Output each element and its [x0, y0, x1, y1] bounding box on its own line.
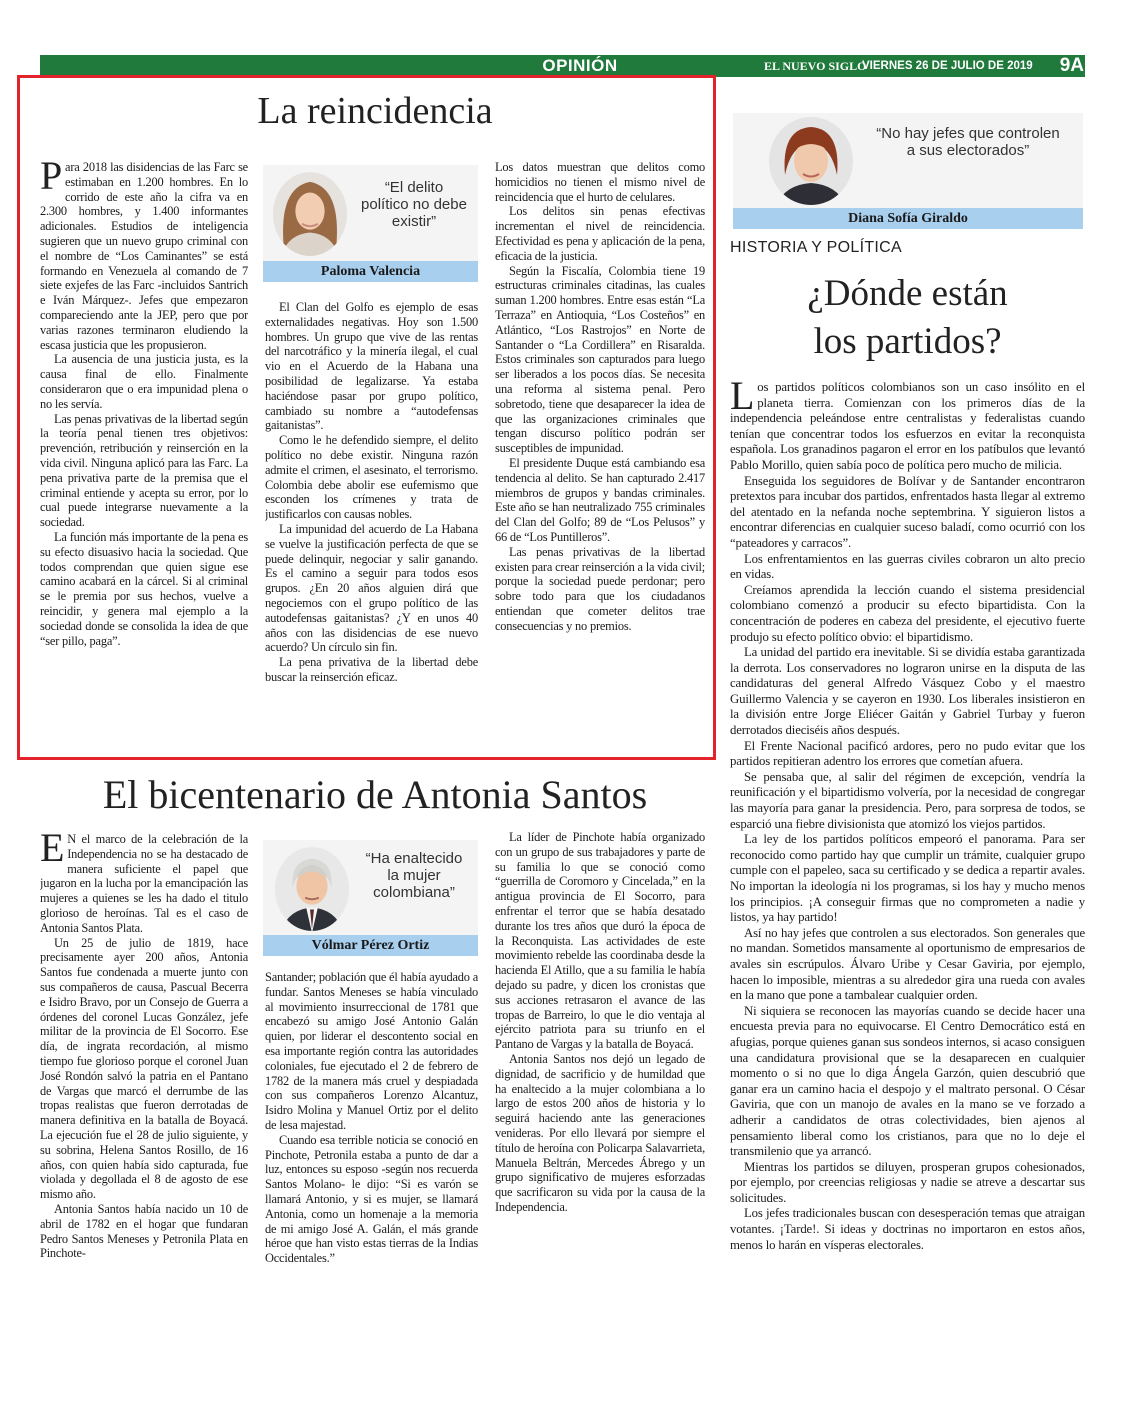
- paragraph: Cuando esa terrible noticia se conoció en Pinchote, Petronila estaba a punto de dar a luz, entonces su esposo -según nos recuerda Santos Molano- le dijo: “Si es varón se llamará Antonio, y si es mujer, se llamará Antonia, como un homenaje a la memoria de mi amigo José A. Galán, el más grande héroe que han visto estas tierras de la Indias Occidentales.”: [265, 1132, 478, 1266]
- article-title-reincidencia: La reincidencia: [257, 90, 493, 132]
- portrait-woman-short-hair-icon: [767, 115, 855, 207]
- paragraph: Antonia Santos había nacido un 10 de abril de 1782 en el hogar que fundaran Pedro Santos Meneses y Petronila Plata en Pinchote-: [40, 1201, 248, 1261]
- paragraph: Las penas privativas de la libertad según la teoría penal tienen tres objetivos: prevención, retribución y reinserción en la vida civil. Ninguna aplicó para las Farc. La pena privativa parte de la premisa que el criminal entiende y acepta su error, por lo cual puede integrarse nuevamente a la sociedad.: [40, 411, 248, 530]
- pull-quote: “El delito político no debe existir”: [361, 179, 467, 230]
- paragraph: Los jefes tradicionales buscan con desesperación temas que atraigan votantes. ¡Tarde!. Si ideas y doctrinas no importaron en estos años, menos lo harán en vísperas electorales.: [730, 1206, 1085, 1252]
- issue-date: VIERNES 26 DE JULIO DE 2019: [862, 60, 1033, 72]
- paragraph: EN el marco de la celebración de la Independencia no se ha destacado de manera suficiente el papel que jugaron en la lucha por la emancipación las mujeres a quienes se les ha dado el titulo glorioso de heroínas. Tal es el caso de Antonia Santos Plata.: [40, 832, 248, 935]
- article1-column-1: [40, 160, 248, 742]
- paragraph: El presidente Duque está cambiando esa tendencia al delito. Se han capturado 2.417 miembros de grupos y bandas criminales. Este año se han neutralizado 755 criminales del Clan del Golfo; 89 de “Los Pelusos” y 66 de “Los Puntilleros”.: [495, 455, 705, 544]
- paragraph: El Frente Nacional pacificó ardores, pero no pudo evitar que los partidos repitieran adentro los errores que cometían afuera.: [730, 738, 1085, 769]
- article1-column-3: [495, 160, 705, 742]
- paragraph: Creíamos aprendida la lección cuando el sistema presidencial colombiano comenzó a producir su efecto bipartidista. Con la concentración de poderes en cabeza del presidente, el ejecutivo fuerte produjo su efecto político obvio: el bipartidismo.: [730, 582, 1085, 644]
- author-box-volmar-perez-ortiz: [263, 840, 478, 956]
- portrait-man-icon: [273, 844, 351, 934]
- newspaper-name: EL NUEVO SIGLO: [764, 59, 867, 73]
- article1-column-2: [265, 300, 478, 742]
- paragraph: La impunidad del acuerdo de La Habana se vuelve la justificación perfecta de que se puede delinquir, negociar y salir ganando. Es el camino a seguir para todos esos grupos. ¿En 20 años alguien dirá que negociemos con el grupo político de las autodefensas gaitanistas? ¿Y en unos 40 años con las disidencias de ese nuevo acuerdo? Un círculo sin fin.: [265, 521, 478, 655]
- author-box-paloma-valencia: [263, 165, 478, 282]
- paragraph: Así no hay jefes que controlen a sus electorados. Son generales que no mandan. Sometidos mansamente al oportunismo de empresarios de avales sin escrúpulos. Álvaro Uribe y Cesar Gaviria, por ejemplo, hacen lo imposible, mientras a su alrededor gira una rueda con avales en la mano que pone a tambalear cualquier orden.: [730, 925, 1085, 1003]
- paragraph: La líder de Pinchote había organizado con un grupo de sus trabajadores y parte de su familia lo que se conoció como “guerrilla de Coromoro y Cincelada,” en la antigua provincia de El Socorro, para enfrentar el terror que se había desatado durante los tres años que duró la época de la Reconquista. Las actividades de este movimiento rebelde las coordinaba desde la hacienda El Atillo, que a su familia le había dejado su padre, y dicen los cronistas que sus acciones retrasaron el avance de las tropas de Barreiro, lo que le dio ventaja al ejército patriota para su triunfo en el Pantano de Vargas y la batalla de Boyacá.: [495, 830, 705, 1052]
- paragraph: Los delitos sin penas efectivas incrementan el nivel de reincidencia. Efectividad es pena y aplicación de la pena, eficacia de la justicia.: [495, 204, 705, 263]
- section-label: OPINIÓN: [542, 56, 618, 75]
- section-header-bar: [40, 55, 1085, 77]
- author-name: Vólmar Pérez Ortiz: [263, 935, 478, 956]
- title-line: los partidos?: [813, 321, 1002, 362]
- paragraph: Mientras los partidos se diluyen, prosperan grupos cohesionados, por ejemplo, por creencias religiosas y nadie se atreve a descartar sus solicitudes.: [730, 1159, 1085, 1205]
- title-line: ¿Dónde están: [807, 273, 1008, 314]
- paragraph: Enseguida los seguidores de Bolívar y de Santander encontraron pretextos para incubar dos partidos, enfrentados hasta llegar al extremo del atentado en la nefanda noche septembrina. Y siguieron listos a encontrar diferencias en cualquier suceso baladí, como ocurrió con los “pateadores y carracos”.: [730, 473, 1085, 550]
- paragraph: Como le he defendido siempre, el delito político no debe existir. Ninguna razón admite el crimen, el asesinato, el terrorismo. Colombia debe abolir ese eufemismo que esconden los crímenes y trata de justificarlos con causas nobles.: [265, 433, 478, 522]
- paragraph: La función más importante de la pena es su efecto disuasivo hacia la sociedad. Que todos comprendan que quien sigue ese camino acabará en la cárcel. Si al criminal se le premia por sus hechos, vuelve a reincidir, y genera mal ejemplo a la sociedad donde se consolida la idea de que “ser pillo, paga”.: [40, 529, 248, 648]
- section-kicker: HISTORIA Y POLÍTICA: [730, 239, 902, 256]
- portrait-woman-icon: [271, 169, 349, 259]
- article-title-partidos: [730, 270, 1085, 366]
- paragraph: La pena privativa de la libertad debe buscar la reinserción eficaz.: [265, 655, 478, 684]
- paragraph: Según la Fiscalía, Colombia tiene 19 estructuras criminales citadinas, las cuales suman 1.200 hombres. Entre esas están “La Terraza” en Antioquia, “Los Costeños” en Atlántico, “Los Rastrojos” en Norte de Santander o “La Cordillera” en Risaralda. Estos criminales son capturados para luego ser liberados a los pocos días. Se necesita una reforma al sistema penal. Pero sobretodo, tiene que desaparecer la idea de que las organizaciones criminales que tengan discurso político podrán ser susceptibles de impunidad.: [495, 263, 705, 456]
- pull-quote: “No hay jefes que controlen a sus electorados”: [876, 125, 1060, 159]
- paragraph: Los datos muestran que delitos como homicidios no tienen el mismo nivel de reincidencia que el hurto de celulares.: [495, 160, 705, 204]
- article2-column-2: [265, 970, 478, 1350]
- article2-column-1: [40, 832, 248, 1352]
- paragraph: Se pensaba que, al salir del régimen de excepción, vendría la reunificación y el bipartidismo volvería, por la necesidad de congregar las mayoría para ganar la presidencia. Pero, para sorpresa de todos, se esparció una fiebre divisionista que atomizó los viejos partidos.: [730, 769, 1085, 831]
- article2-column-3: [495, 830, 705, 1352]
- page-number: 9A: [1059, 55, 1084, 76]
- paragraph: Antonia Santos nos dejó un legado de dignidad, de sacrificio y de humildad que ha enaltecido a la mujer colombiana a lo largo de estos 200 años de historia y lo seguirá haciendo ante las generaciones venideras. Por ello llevará por siempre el título de heroína con Policarpa Salavarrieta, Manuela Beltrán, Mercedes Ábrego y un grupo significativo de mujeres esforzadas que sacrificaron su vida por la causa de la Independencia.: [495, 1051, 705, 1214]
- paragraph: Los partidos políticos colombianos son un caso insólito en el planeta tierra. Comienzan con los primeros días de la independencia peleándose entre centralistas y federalistas cuando tenían que concentrar todos los esfuerzos en evitar la reconquista española. Los granadinos pagaron el error en los patíbulos que levantó Pablo Morillo, quien sabía poco de política pero mucho de milicia.: [730, 380, 1085, 472]
- paragraph: La ausencia de una justicia justa, es la causa final de ello. Finalmente consideraron que o era impunidad plena o no les servía.: [40, 352, 248, 411]
- author-box-diana-sofia-giraldo: [733, 113, 1083, 229]
- sidebar-article-column: [730, 380, 1085, 1352]
- paragraph: Los enfrentamientos en las guerras civiles cobraron un alto precio en vidas.: [730, 551, 1085, 582]
- article-title-bicentenario: El bicentenario de Antonia Santos: [102, 772, 648, 817]
- paragraph: El Clan del Golfo es ejemplo de esas externalidades negativas. Hoy son 1.500 hombres. Un grupo que vive de las rentas del narcotráfico y la minería ilegal, el cual vio en el Acuerdo de la Habana una posibilidad de legalizarse. Ya estaba haciéndose pasar por grupo político, cambiado su nombre a “autodefensas gaitanistas”.: [265, 300, 478, 433]
- paragraph: Un 25 de julio de 1819, hace precisamente ayer 200 años, Antonia Santos fue condenada a muerte junto con sus compañeros de causa, Pascual Becerra e Isidro Bravo, por un Consejo de Guerra a órdenes del coronel Lucas González, jefe militar de la provincia de El Socorro. Ese día, de ingrata recordación, al mismo tiempo fue glorioso porque el coronel Juan José Rondón salvó la patria en el Pantano de Vargas que marcó el derrumbe de las tropas realistas que fueron derrotadas de manera definitiva en la batalla de Boyacá. La ejecución fue el 28 de julio siguiente, y su sobrina, Helena Santos Rosillo, de 16 años, con quien había sido capturada, fue violada y degollada el 8 de agosto de ese mismo año.: [40, 935, 248, 1202]
- paragraph: La ley de los partidos políticos empeoró el panorama. Para ser reconocido como partido hay que cumplir un trámite, cualquier grupo cumple con el papeleo, saca su certificado y se dedica a repartir avales. No importan la ideología ni los programas, si los hay y mucho menos los principios. ¡A conseguir firmas que no comprometen a nadie y listos, ya hay partido!: [730, 832, 1085, 925]
- paragraph: Las penas privativas de la libertad existen para crear reinserción a la vida civil; porque la sociedad puede perdonar; pero sobre todo para que los ciudadanos entiendan que cometer delitos trae consecuencias y no premios.: [495, 544, 705, 633]
- paragraph: Ni siquiera se reconocen las mayorías cuando se decide hacer una encuesta previa para no equivocarse. El Centro Democrático está en afugias, porque quienes ganan sus sondeos internos, si acaso consiguen una candidatura provisional que se la desaparecen en cualquier momento o si no que lo diga Ángela Garzón, quien descubrió que ganar era un camino hacia el despojo y el maltrato personal. O César Gaviria, que con un manojo de avales en la mano se ve forzado a adherir a candidatos de otras colectividades, bien ajenos al pensamiento liberal como los cristianos, para que no lo deje el transmilenio que ya arrancó.: [730, 1003, 1085, 1159]
- author-name: Paloma Valencia: [263, 261, 478, 282]
- paragraph: Santander; población que él había ayudado a fundar. Santos Meneses se había vinculado al movimiento insurreccional de 1781 que encabezó su amigo José Antonio Galán quien, por liderar el descontento social en esa importante región contra las autoridades coloniales, fue ejecutado el 2 de febrero de 1782 de la manera más cruel y despiadada con sus compañeros Lorenzo Alcantuz, Isidro Molina y Manuel Ortiz por el delito de lesa majestad.: [265, 970, 478, 1132]
- author-name: Diana Sofía Giraldo: [733, 208, 1083, 229]
- paragraph: Para 2018 las disidencias de las Farc se estimaban en 1.200 hombres. En lo corrido de este año la cifra va en 2.300 hombres, y 1.400 informantes adicionales. Estudios de inteligencia sugieren que un nuevo grupo criminal con el nombre de “Los Caminantes” se está formando en Venezuela al comando de 7 siete exjefes de las Farc -incluidos Santrich e Iván Márquez-. Jefes que empezaron compareciendo ante la JEP, pero que por varias razones terminaron eludiendo la escasa justicia que les propusieron.: [40, 160, 248, 352]
- pull-quote: “Ha enaltecido la mujer colombiana”: [365, 850, 463, 901]
- paragraph: La unidad del partido era inevitable. Si se dividía estaba garantizada la derrota. Los conservadores no lograron unirse en la disputa de las candidaturas del general Alfredo Vásquez Cobo y el maestro Guillermo Valencia y se cayeron en 1930. Los liberales insistieron en la división entre Jorge Eliécer Gaitán y Gabriel Turbay y fueron derrotados dieciséis años después.: [730, 645, 1085, 738]
